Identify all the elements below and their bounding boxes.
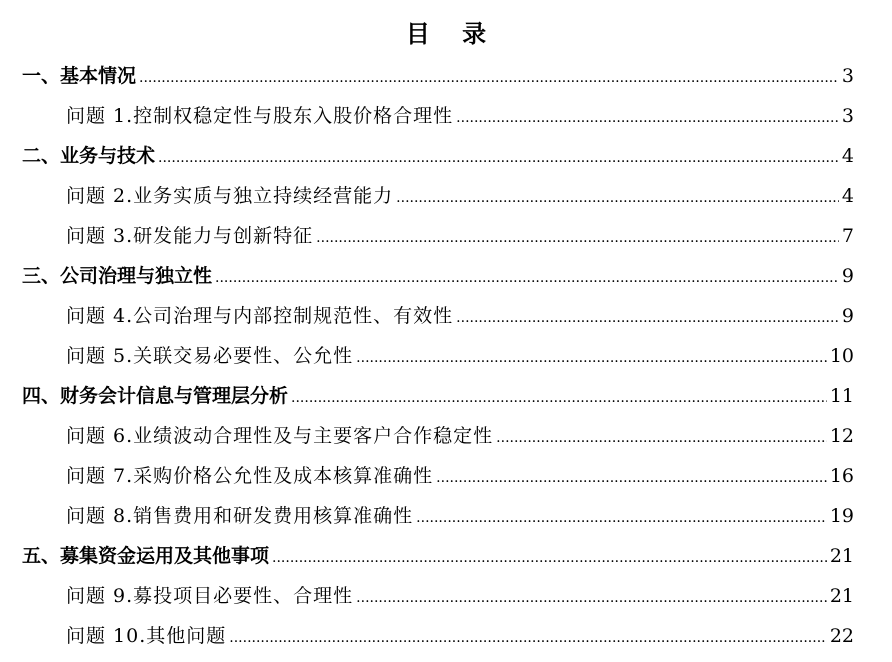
toc-dot-leader [316, 218, 839, 258]
toc-entry-text: 问题 9.募投项目必要性、合理性 [66, 585, 354, 607]
toc-entry-text: 二、业务与技术 [22, 145, 156, 167]
toc-entry-text: 四、财务会计信息与管理层分析 [22, 385, 289, 407]
toc-entry-text: 五、募集资金运用及其他事项 [22, 545, 270, 567]
toc-entry-text: 问题 8.销售费用和研发费用核算准确性 [66, 505, 414, 527]
toc-entry-text: 三、公司治理与独立性 [22, 265, 213, 287]
toc-question-3[interactable] [0, 216, 892, 256]
toc-dot-leader [416, 498, 827, 538]
toc-entry-text: 问题 1.控制权稳定性与股东入股价格合理性 [66, 105, 454, 127]
toc-page-number: 7 [841, 225, 854, 247]
toc-dot-leader [229, 618, 827, 658]
toc-section-basic-info[interactable] [0, 56, 892, 96]
toc-page-number: 12 [829, 425, 854, 447]
toc-dot-leader [272, 538, 827, 578]
toc-page-number: 9 [841, 305, 854, 327]
toc-dot-leader [396, 178, 839, 218]
toc-entry-text: 问题 3.研发能力与创新特征 [66, 225, 314, 247]
toc-dot-leader [496, 418, 827, 458]
toc-section-business-technology[interactable] [0, 136, 892, 176]
toc-page-number: 4 [841, 145, 854, 167]
toc-question-5[interactable] [0, 336, 892, 376]
toc-question-10[interactable] [0, 616, 892, 656]
toc-question-6[interactable] [0, 416, 892, 456]
toc-list [0, 56, 892, 656]
toc-dot-leader [456, 98, 839, 138]
toc-dot-leader [139, 58, 839, 98]
toc-dot-leader [356, 338, 827, 378]
toc-dot-leader [456, 298, 839, 338]
toc-page-number: 4 [841, 185, 854, 207]
toc-page-number: 9 [841, 265, 854, 287]
toc-page-number: 22 [829, 625, 854, 647]
toc-page-number: 21 [829, 585, 854, 607]
toc-entry-text: 问题 10.其他问题 [66, 625, 227, 647]
toc-dot-leader [215, 258, 839, 298]
toc-entry-text: 一、基本情况 [22, 65, 137, 87]
toc-entry-text: 问题 6.业绩波动合理性及与主要客户合作稳定性 [66, 425, 494, 447]
toc-entry-text: 问题 2.业务实质与独立持续经营能力 [66, 185, 394, 207]
toc-page-number: 16 [829, 465, 854, 487]
toc-question-4[interactable] [0, 296, 892, 336]
toc-section-fundraising[interactable] [0, 536, 892, 576]
toc-section-financial-analysis[interactable] [0, 376, 892, 416]
toc-dot-leader [291, 378, 827, 418]
toc-page-number: 21 [829, 545, 854, 567]
toc-page-number: 11 [829, 385, 854, 407]
toc-page-number: 3 [841, 65, 854, 87]
toc-dot-leader [158, 138, 839, 178]
toc-page-number: 3 [841, 105, 854, 127]
toc-question-9[interactable] [0, 576, 892, 616]
toc-question-1[interactable] [0, 96, 892, 136]
toc-entry-text: 问题 5.关联交易必要性、公允性 [66, 345, 354, 367]
toc-page-number: 10 [829, 345, 854, 367]
toc-question-8[interactable] [0, 496, 892, 536]
toc-question-7[interactable] [0, 456, 892, 496]
toc-entry-text: 问题 4.公司治理与内部控制规范性、有效性 [66, 305, 454, 327]
toc-dot-leader [356, 578, 827, 618]
toc-section-governance[interactable] [0, 256, 892, 296]
toc-entry-text: 问题 7.采购价格公允性及成本核算准确性 [66, 465, 434, 487]
toc-title: 目 录 [405, 20, 499, 48]
toc-dot-leader [436, 458, 827, 498]
toc-question-2[interactable] [0, 176, 892, 216]
toc-page-number: 19 [829, 505, 854, 527]
